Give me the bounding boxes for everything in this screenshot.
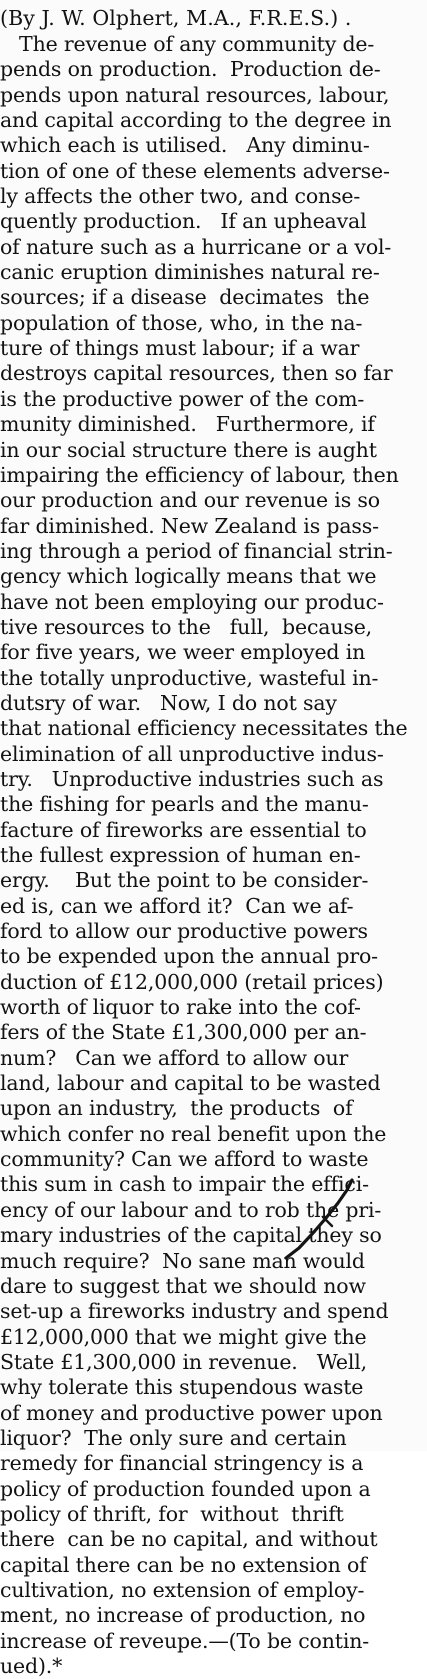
article-line: tion of one of these elements adverse- <box>0 158 390 183</box>
article-line: which confer no real benefit upon the <box>0 1121 387 1146</box>
article-line: policy of production founded upon a <box>0 1476 371 1501</box>
article-line: why tolerate this stupendous waste <box>0 1375 364 1400</box>
article-line: ed is, can we afford it? Can we af- <box>0 893 354 918</box>
article-line: for five years, we weer employed in <box>0 640 366 665</box>
article-line: of nature such as a hurricane or a vol- <box>0 234 392 259</box>
article-line: The revenue of any community de- <box>0 32 375 56</box>
article-line: increase of reveupe.—(To be contin- <box>0 1628 370 1653</box>
article-line: ency of our labour and to rob the pri- <box>0 1197 382 1222</box>
article-line: that national efficiency necessitates the <box>0 716 408 741</box>
article-line: liquor? The only sure and certain <box>0 1425 347 1450</box>
article-line: ued).* <box>0 1654 63 1678</box>
article-line: dutsry of war. Now, I do not say <box>0 690 337 715</box>
article-line: is the productive power of the com- <box>0 386 365 411</box>
article-line: State £1,300,000 in revenue. Well, <box>0 1349 368 1374</box>
article-line: far diminished. New Zealand is pass- <box>0 513 379 538</box>
article-line: sources; if a disease decimates the <box>0 285 370 310</box>
article-line: £12,000,000 that we might give the <box>0 1324 367 1349</box>
article-line: elimination of all unproductive indus- <box>0 741 384 766</box>
article-line: munity diminished. Furthermore, if <box>0 412 375 437</box>
article-line: remedy for financial stringency is a <box>0 1451 364 1476</box>
article-line: try. Unproductive industries such as <box>0 766 384 791</box>
article-line: pends upon natural resources, labour, <box>0 82 390 107</box>
article-line: land, labour and capital to be wasted <box>0 1071 381 1096</box>
article-body <box>0 32 427 1679</box>
article-line: ford to allow our productive powers <box>0 919 368 944</box>
article-line: set-up a fireworks industry and spend <box>0 1299 389 1324</box>
article-line: ment, no increase of production, no <box>0 1603 366 1628</box>
article-line: our production and our revenue is so <box>0 488 380 513</box>
article-line: this sum in cash to impair the effici- <box>0 1172 369 1197</box>
article-line: ing through a period of financial strin- <box>0 538 393 563</box>
article-line: which each is utilised. Any diminu- <box>0 133 370 158</box>
article-line: capital there can be no extension of <box>0 1552 367 1577</box>
article-line: to be expended upon the annual pro- <box>0 944 378 969</box>
article-line: duction of £12,000,000 (retail prices) <box>0 969 384 994</box>
article-line: population of those, who, in the na- <box>0 310 363 335</box>
article-line: much require? No sane man would <box>0 1248 365 1273</box>
article-line: the fullest expression of human en- <box>0 843 361 867</box>
article-line: ture of things must labour; if a war <box>0 336 360 361</box>
article-line: the fishing for pearls and the manu- <box>0 792 369 817</box>
article-line: there can be no capital, and without <box>0 1527 378 1552</box>
article-line: destroys capital resources, then so far <box>0 361 393 386</box>
article-line: num? Can we afford to allow our <box>0 1045 349 1070</box>
article-line: facture of fireworks are essential to <box>0 817 367 842</box>
article-line: ly affects the other two, and conse- <box>0 184 361 209</box>
article-line: impairing the efficiency of labour, then <box>0 462 399 487</box>
article-line: have not been employing our produc- <box>0 589 384 614</box>
article-line: worth of liquor to rake into the cof- <box>0 995 361 1020</box>
article-line: mary industries of the capital they so <box>0 1223 382 1248</box>
article-line: pends on production. Production de- <box>0 57 381 82</box>
article-line: tive resources to the full, because, <box>0 614 373 639</box>
article-line: and capital according to the degree in <box>0 108 392 133</box>
article-column <box>0 4 427 1679</box>
article-line: ergy. But the point to be consider- <box>0 868 369 893</box>
article-line: community? Can we afford to waste <box>0 1147 369 1172</box>
article-line: gency which logically means that we <box>0 564 377 589</box>
article-line: policy of thrift, for without thrift <box>0 1501 344 1526</box>
article-line: of money and productive power upon <box>0 1400 383 1425</box>
article-line: upon an industry, the products of <box>0 1096 353 1121</box>
article-line: canic eruption diminishes natural re- <box>0 260 380 285</box>
article-line: quently production. If an upheaval <box>0 209 367 234</box>
article-line: the totally unproductive, wasteful in- <box>0 665 379 690</box>
article-line: cultivation, no extension of employ- <box>0 1577 365 1602</box>
byline: (By J. W. Olphert, M.A., F.R.E.S.) . <box>0 6 352 30</box>
article-line: dare to suggest that we should now <box>0 1273 366 1298</box>
article-line: in our social structure there is aught <box>0 437 377 462</box>
article-line: fers of the State £1,300,000 per an- <box>0 1020 367 1045</box>
